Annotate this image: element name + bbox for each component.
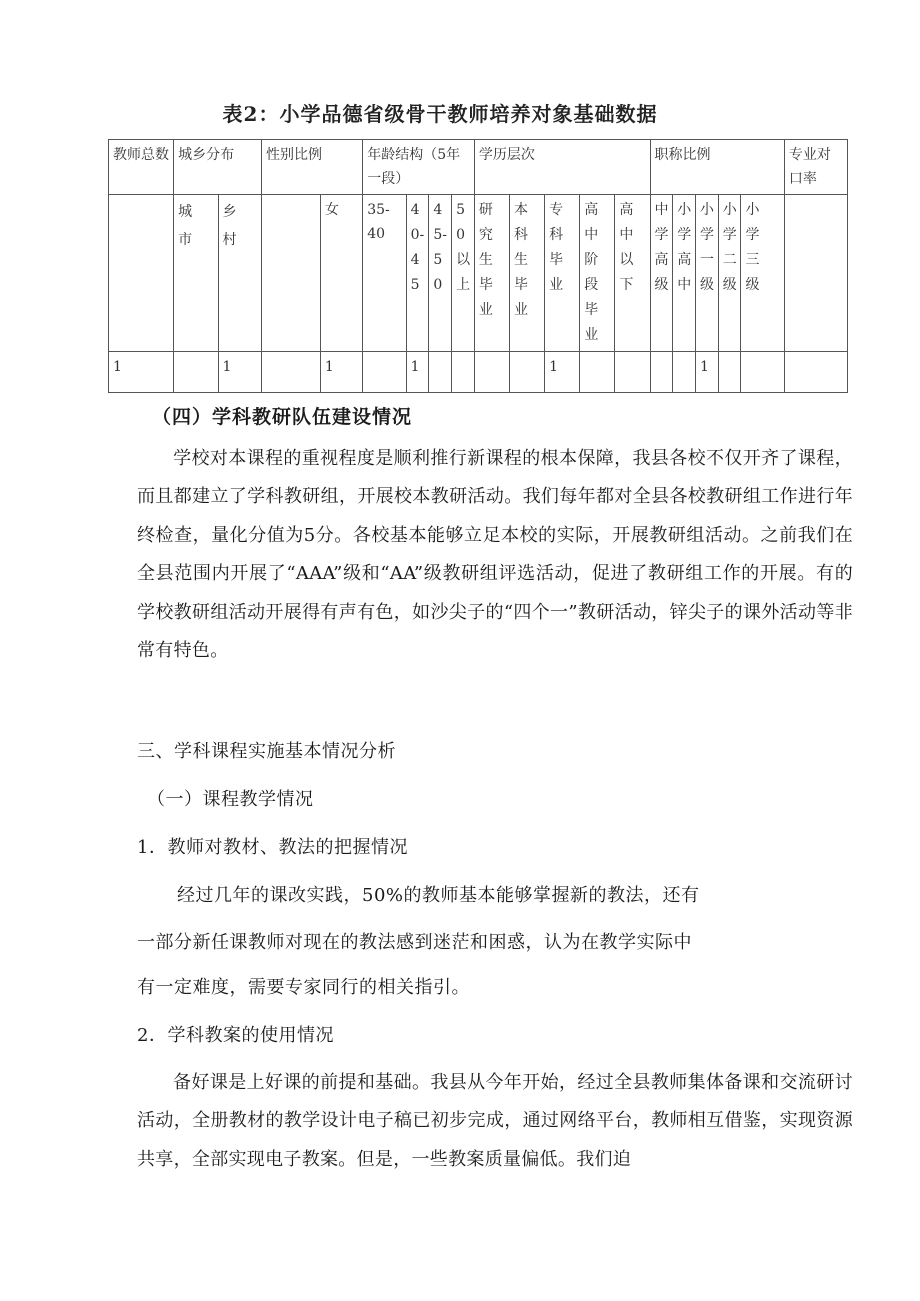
cell	[429, 352, 452, 393]
subheader-age-40-45: 40-45	[406, 195, 429, 352]
subheader-major-empty	[784, 195, 847, 352]
subheader-male	[261, 195, 320, 352]
item2-title: 2．学科教案的使用情况	[137, 1025, 334, 1046]
cell	[474, 352, 509, 393]
subheader-bachelor: 本科生毕业	[510, 195, 545, 352]
cell	[784, 352, 847, 393]
cell	[452, 352, 475, 393]
item1-line: 经过几年的课改实践，50%的教师基本能够掌握新的教法，还有	[177, 885, 700, 906]
part3-heading: 三、学科课程实施基本情况分析	[137, 741, 396, 762]
subheader-pri-senior: 小学高中	[673, 195, 696, 352]
subheader-pri-2: 小学二级	[718, 195, 741, 352]
subsection-heading: （一）课程教学情况	[147, 789, 314, 810]
subheader-age-45-50: 45-50	[429, 195, 452, 352]
subheader-female: 女	[320, 195, 362, 352]
header-title-ratio: 职称比例	[650, 140, 784, 195]
item1-line: 有一定难度，需要专家同行的相关指引。	[137, 977, 470, 998]
header-age: 年龄结构（5年一段）	[363, 140, 475, 195]
subheader-mid-senior: 中学高级	[650, 195, 673, 352]
header-education: 学历层次	[474, 140, 650, 195]
subheader-city: 城市	[174, 195, 218, 352]
subheader-pri-3: 小学三级	[741, 195, 784, 352]
cell	[580, 352, 615, 393]
section-heading: （四）学科教研队伍建设情况	[152, 406, 413, 428]
subheader-age-50-plus: 50以上	[452, 195, 475, 352]
subheader-pri-1: 小学一级	[695, 195, 718, 352]
cell	[510, 352, 545, 393]
header-urban-rural: 城乡分布	[174, 140, 262, 195]
item1-line: 一部分新任课教师对现在的教法感到迷茫和困惑，认为在教学实际中	[137, 932, 692, 953]
subheader-below-hs: 高中以下	[615, 195, 650, 352]
item2-paragraph: 备好课是上好课的前提和基础。我县从今年开始，经过全县教师集体备课和交流研讨活动，全册教材的教学设计电子稿已初步完成，通过网络平台，教师相互借鉴，实现资源共享，全部实现电子教案。但是，一些教案质量偏低。我们迫	[137, 1072, 853, 1170]
cell	[741, 352, 784, 393]
subheader-age-35-40: 35-40	[363, 195, 406, 352]
table-row	[109, 352, 848, 393]
header-gender: 性别比例	[261, 140, 362, 195]
cell	[174, 352, 218, 393]
cell	[650, 352, 673, 393]
subheader-highschool: 高中阶段毕业	[580, 195, 615, 352]
cell: 1	[545, 352, 580, 393]
cell	[615, 352, 650, 393]
cell	[261, 352, 320, 393]
cell	[673, 352, 696, 393]
cell: 1	[320, 352, 362, 393]
cell: 1	[406, 352, 429, 393]
cell	[363, 352, 406, 393]
section4-paragraph: 学校对本课程的重视程度是顺利推行新课程的根本保障，我县各校不仅开齐了课程，而且都建立了学科教研组，开展校本教研活动。我们每年都对全县各校教研组工作进行年终检查，量化分值为5分。各校基本能够立足本校的实际，开展教研组活动。之前我们在全县范围内开展了“AAA”级和“AA”级教研组评选活动，促进了教研组工作的开展。有的学校教研组活动开展得有声有色，如沙尖子的“四个一”教研活动，锌尖子的课外活动等非常有特色。	[137, 448, 853, 662]
cell: 1	[109, 352, 174, 393]
subheader-college: 专科毕业	[545, 195, 580, 352]
cell: 1	[218, 352, 261, 393]
subheader-empty	[109, 195, 174, 352]
header-teachers-total: 教师总数	[109, 140, 174, 195]
header-major-match: 专业对口率	[784, 140, 847, 195]
subheader-village: 乡村	[218, 195, 261, 352]
teacher-data-table	[108, 139, 848, 393]
item1-title: 1．教师对教材、教法的把握情况	[137, 837, 408, 858]
cell	[718, 352, 741, 393]
subheader-grad: 研究生毕业	[474, 195, 509, 352]
table-title: 表2：小学品德省级骨干教师培养对象基础数据	[222, 102, 658, 126]
cell: 1	[695, 352, 718, 393]
